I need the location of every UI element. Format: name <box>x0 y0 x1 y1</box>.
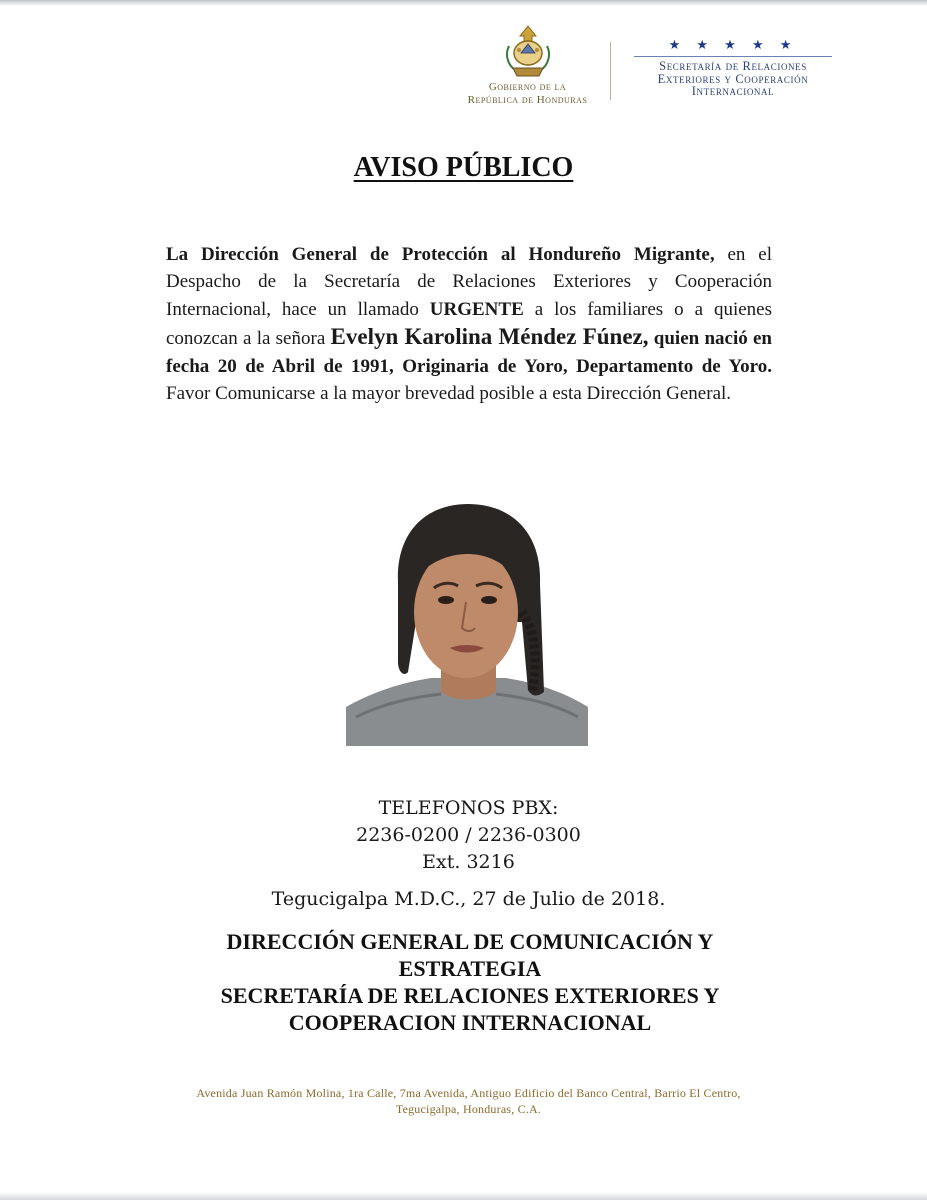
phone-extension: Ext. 3216 <box>422 851 515 873</box>
page-top-edge <box>0 0 927 6</box>
coat-of-arms-seal <box>499 22 557 80</box>
portrait-image <box>346 502 588 746</box>
notice-text-3: Favor Comunicarse a la mayor brevedad posible a esta Dirección General. <box>166 383 732 405</box>
header-divider <box>610 42 611 100</box>
ministry-rule <box>634 56 832 57</box>
ministry-name-line2: Exteriores y Cooperación <box>657 71 809 86</box>
footer-address <box>0 1085 927 1117</box>
notice-paragraph <box>166 241 772 407</box>
phone-numbers: 2236-0200 / 2236-0300 <box>356 824 581 846</box>
ministry-name-line1: Secretaría de Relaciones <box>659 59 807 73</box>
footer-address-line1: Avenida Juan Ramón Molina, 1ra Calle, 7ma Avenida, Antiguo Edificio del Banco Central, Barrio El Centro, <box>196 1086 741 1100</box>
signature-line-1: DIRECCIÓN GENERAL DE COMUNICACIÓN Y <box>226 929 714 954</box>
phone-heading: TELEFONOS PBX: <box>378 797 559 819</box>
missing-person-photo <box>346 502 588 746</box>
page-title: AVISO PÚBLICO <box>353 152 574 183</box>
issuing-office: La Dirección General de Protección al Hondureño Migrante, <box>166 244 715 265</box>
urgent-label: URGENTE <box>429 298 524 320</box>
government-name-line1: Gobierno de la <box>488 81 567 93</box>
contact-block <box>0 795 927 876</box>
signature-line-3: SECRETARÍA DE RELACIONES EXTERIORES Y <box>220 983 720 1008</box>
footer-address-line2: Tegucigalpa, Honduras, C.A. <box>395 1102 542 1116</box>
signature-block <box>160 928 780 1036</box>
ministry-name-line3: Internacional <box>691 84 775 98</box>
signature-line-4: COOPERACION INTERNACIONAL <box>288 1010 652 1035</box>
government-name-line2: República de Honduras <box>467 94 588 106</box>
ministry-header <box>628 38 838 98</box>
signature-line-2: ESTRATEGIA <box>398 956 542 981</box>
notice-text-1: en el Despacho de la Secretaría de Relaciones Exteriores y Cooperación Internacional, hace un llamado <box>166 244 772 320</box>
stars-icon: ★ ★ ★ ★ ★ <box>668 38 798 53</box>
birth-info: quien nació en fecha 20 de Abril de 1991, Originaria de Yoro, Departamento de Yoro. <box>166 328 772 377</box>
government-header <box>450 22 605 106</box>
notice-text-2: a los familiares o a quienes conozcan a la señora <box>166 298 772 350</box>
page-bottom-edge <box>0 1192 927 1200</box>
missing-person-name: Evelyn Karolina Méndez Fúnez, <box>330 324 649 350</box>
place-and-date: Tegucigalpa M.D.C., 27 de Julio de 2018. <box>271 888 666 910</box>
